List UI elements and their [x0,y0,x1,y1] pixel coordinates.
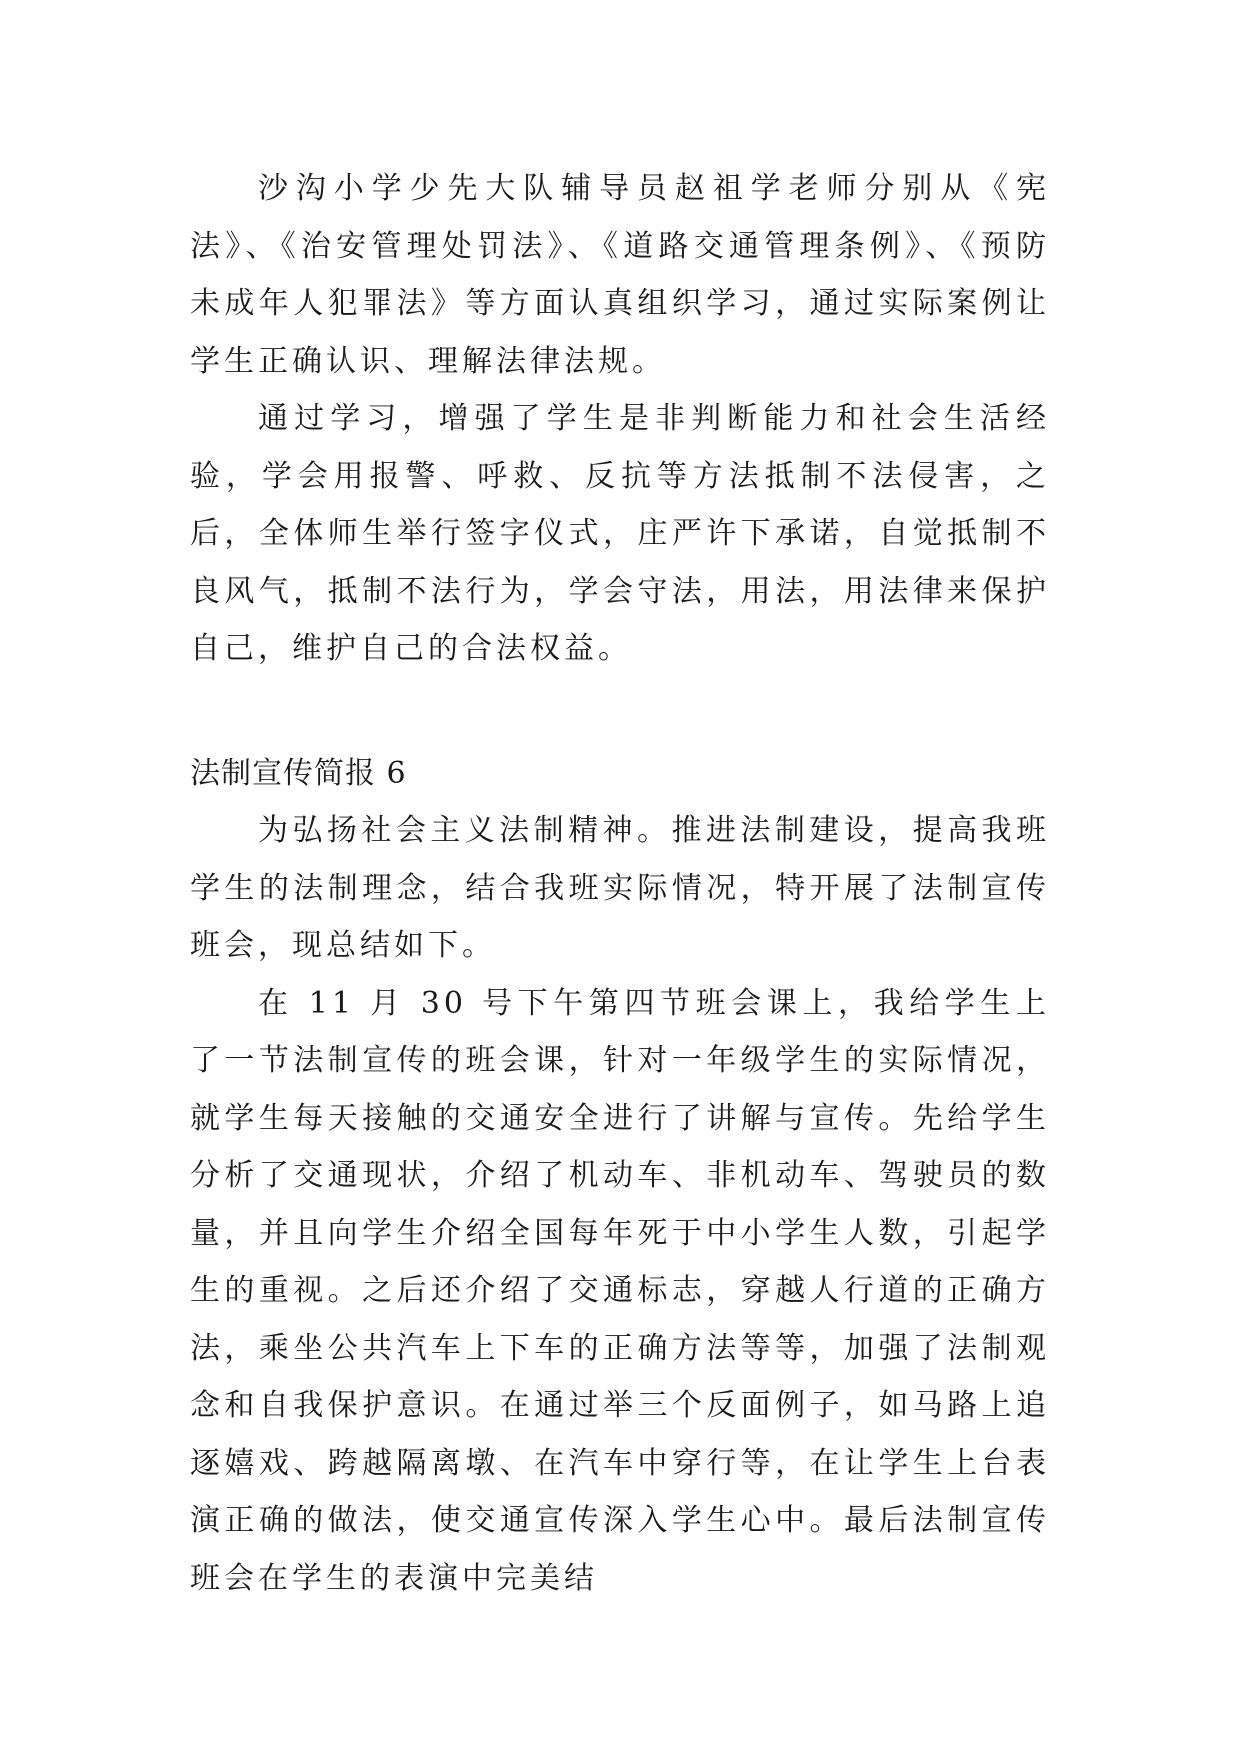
section-heading: 法制宣传简报 6 [190,756,407,791]
paragraph-legal-study: 沙沟小学少先大队辅导员赵祖学老师分别从《宪法》、《治安管理处罚法》、《道路交通管理条例》、《预防未成年人犯罪法》等方面认真组织学习，通过实际案例让学生正确认识、理解法律法规。 [190,171,1050,379]
paragraph-purpose: 为弘扬社会主义法制精神。推进法制建设，提高我班学生的法制理念，结合我班实际情况，特开展了法制宣传班会，现总结如下。 [190,813,1050,963]
body-text-bottom [190,802,1050,1607]
body-text-top [190,160,1050,678]
paragraph-class-meeting: 在 11 月 30 号下午第四节班会课上，我给学生上了一节法制宣传的班会课，针对一年级学生的实际情况，就学生每天接触的交通安全进行了讲解与宣传。先给学生分析了交通现状，介绍了机动车、非机动车、驾驶员的数量，并且向学生介绍全国每年死于中小学生人数，引起学生的重视。之后还介绍了交通标志，穿越人行道的正确方法，乘坐公共汽车上下车的正确方法等等，加强了法制观念和自我保护意识。在通过举三个反面例子，如马路上追逐嬉戏、跨越隔离墩、在汽车中穿行等，在让学生上台表演正确的做法，使交通宣传深入学生心中。最后法制宣传班会在学生的表演中完美结 [190,985,1050,1596]
paragraph-study-outcome: 通过学习，增强了学生是非判断能力和社会生活经验，学会用报警、呼救、反抗等方法抵制不法侵害，之后，全体师生举行签字仪式，庄严许下承诺，自觉抵制不良风气，抵制不法行为，学会守法，用法，用法律来保护自己，维护自己的合法权益。 [190,401,1050,666]
